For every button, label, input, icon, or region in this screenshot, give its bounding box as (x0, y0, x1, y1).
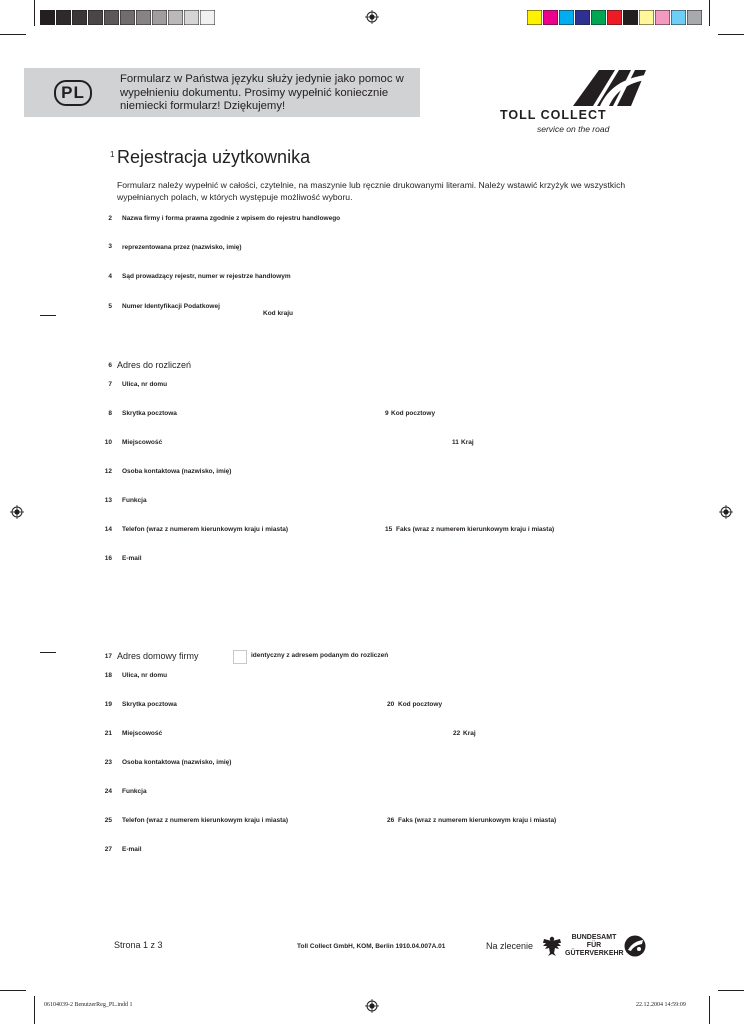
field-number: 5 (108, 303, 112, 310)
field-number: 8 (108, 410, 112, 417)
fold-mark (40, 652, 56, 653)
field-label-po-box: Skrytka pocztowa (122, 410, 177, 417)
field-number: 13 (104, 497, 112, 504)
color-swatch (607, 10, 622, 25)
file-slug: 06104039-2 BenutzerReg_PL.indd 1 (44, 1002, 133, 1008)
crop-mark (709, 0, 710, 26)
field-number: 23 (104, 759, 112, 766)
color-swatch (543, 10, 558, 25)
section-number: 6 (108, 362, 112, 369)
section-title-home-address: Adres domowy firmy (117, 651, 199, 661)
field-number: 27 (104, 846, 112, 853)
registration-target-icon (10, 505, 24, 519)
registration-target-icon (365, 999, 379, 1013)
field-label-register-court: Sąd prowadzący rejestr, numer w rejestrze handlowym (122, 273, 291, 280)
color-swatch (72, 10, 87, 25)
field-number: 21 (104, 730, 112, 737)
field-label-contact-person: Osoba kontaktowa (nazwisko, imię) (122, 468, 232, 475)
authority-emblem-icon (624, 935, 646, 957)
crop-mark (0, 34, 26, 35)
color-swatch (120, 10, 135, 25)
color-swatch (56, 10, 71, 25)
page-indicator: Strona 1 z 3 (114, 940, 163, 950)
crop-mark (34, 996, 35, 1024)
color-swatch (639, 10, 654, 25)
crop-mark (718, 990, 744, 991)
toll-collect-logo-icon (573, 67, 649, 107)
color-swatch (152, 10, 167, 25)
field-number: 10 (104, 439, 112, 446)
language-badge: PL (54, 80, 92, 106)
field-label-country: Kraj (461, 439, 474, 446)
logo-name: TOLL COLLECT (500, 108, 607, 122)
field-number: 11 (452, 439, 459, 446)
field-label-function: Funkcja (122, 788, 147, 795)
language-notice (24, 68, 420, 117)
same-as-billing-checkbox[interactable] (233, 650, 247, 664)
field-label-phone: Telefon (wraz z numerem kierunkowym kraju i miasta) (122, 817, 289, 824)
field-number: 26 (387, 817, 395, 824)
authority-name (565, 934, 623, 958)
federal-eagle-icon (542, 935, 562, 957)
color-swatch (104, 10, 119, 25)
field-label-street: Ulica, nr domu (122, 381, 168, 388)
field-label-city: Miejscowość (122, 730, 163, 737)
color-swatch (559, 10, 574, 25)
logo-slogan: service on the road (537, 124, 610, 134)
color-swatch (168, 10, 183, 25)
field-label-company-name: Nazwa firmy i forma prawna zgodnie z wpisem do rejestru handlowego (122, 215, 341, 222)
field-label-street: Ulica, nr domu (122, 672, 168, 679)
title-number: 1 (110, 150, 115, 159)
field-label-postal-code: Kod pocztowy (398, 701, 443, 708)
color-swatch (687, 10, 702, 25)
field-label-function: Funkcja (122, 497, 147, 504)
section-title-billing-address: Adres do rozliczeń (117, 360, 192, 370)
field-label-postal-code: Kod pocztowy (391, 410, 436, 417)
field-number: 3 (108, 243, 112, 250)
field-label-phone: Telefon (wraz z numerem kierunkowym kraju i miasta) (122, 526, 289, 533)
registration-target-icon (719, 505, 733, 519)
field-number: 7 (108, 381, 112, 388)
field-label-tax-id: Numer Identyfikacji Podatkowej (122, 303, 220, 310)
same-as-billing-label: identyczny z adresem podanym do rozliczeń (251, 652, 389, 659)
field-label-represented-by: reprezentowana przez (nazwisko, imię) (122, 244, 242, 251)
field-number: 9 (385, 410, 389, 417)
field-number: 20 (387, 701, 395, 708)
field-number: 22 (453, 730, 461, 737)
field-number: 4 (108, 273, 112, 280)
authority-line: GÜTERVERKEHR (565, 950, 624, 957)
section-number: 17 (104, 653, 112, 660)
field-label-city: Miejscowość (122, 439, 163, 446)
field-number: 19 (104, 701, 112, 708)
crop-mark (709, 996, 710, 1024)
field-label-fax: Faks (wraz z numerem kierunkowym kraju i miasta) (398, 817, 557, 824)
field-number: 24 (104, 788, 112, 795)
color-swatch (655, 10, 670, 25)
page-title: Rejestracja użytkownika (117, 147, 311, 167)
color-swatch (136, 10, 151, 25)
field-label-contact-person: Osoba kontaktowa (nazwisko, imię) (122, 759, 232, 766)
field-label-email: E-mail (122, 555, 142, 562)
field-label-po-box: Skrytka pocztowa (122, 701, 177, 708)
notice-text: Formularz w Państwa języku służy jedynie jako pomoc w wypełnieniu dokumentu. Prosimy wypełnić koniecznie niemiecki formularz! Dziękujemy! (120, 73, 404, 113)
field-label-country: Kraj (463, 730, 476, 737)
field-number: 18 (104, 672, 112, 679)
field-number: 15 (385, 526, 393, 533)
color-swatch (184, 10, 199, 25)
color-swatch (591, 10, 606, 25)
color-swatch (575, 10, 590, 25)
intro-text: Formularz należy wypełnić w całości, czytelnie, na maszynie lub ręcznie drukowanymi literami. Należy wstawić krzyżyk we wszystkich wypełnianych polach, w których występuje możliwość wyboru. (117, 180, 626, 202)
authority-line: BUNDESAMT (571, 934, 617, 941)
footer-company: Toll Collect GmbH, KOM, Berlin 1910.04.007A.01 (297, 943, 446, 950)
field-label-email: E-mail (122, 846, 142, 853)
footer-on-behalf: Na zlecenie (486, 941, 534, 951)
field-label-country-code: Kod kraju (263, 310, 293, 317)
crop-mark (718, 34, 744, 35)
field-number: 16 (104, 555, 112, 562)
field-number: 12 (104, 468, 112, 475)
color-swatch (88, 10, 103, 25)
datetime-slug: 22.12.2004 14:59:09 (636, 1002, 686, 1008)
fold-mark (40, 315, 56, 316)
field-label-fax: Faks (wraz z numerem kierunkowym kraju i miasta) (396, 526, 555, 533)
color-swatch (40, 10, 55, 25)
crop-mark (34, 0, 35, 26)
field-number: 14 (104, 526, 112, 533)
color-swatch (527, 10, 542, 25)
authority-line: FÜR (586, 942, 602, 949)
field-number: 2 (108, 215, 112, 222)
color-swatch (623, 10, 638, 25)
field-number: 25 (104, 817, 112, 824)
crop-mark (0, 990, 26, 991)
color-swatch (671, 10, 686, 25)
registration-target-icon (365, 10, 379, 24)
color-swatch (200, 10, 215, 25)
